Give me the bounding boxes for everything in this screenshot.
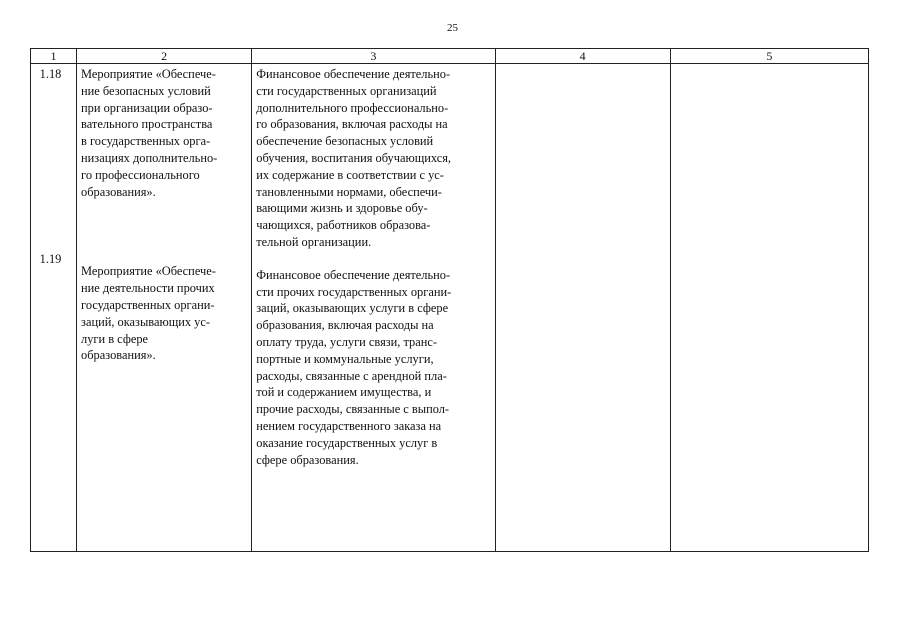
number-column-cell xyxy=(31,64,77,552)
page-number: 25 xyxy=(447,22,458,34)
activities-table xyxy=(30,48,869,552)
column-5-cell xyxy=(670,64,868,552)
activity-name-1-19: Мероприятие «Обеспече- ние деятельности прочих государственных органи- заций, оказывающих ус- луги в сфере образования». xyxy=(81,264,216,363)
table-header-row xyxy=(31,49,869,64)
row-number-1-19: 1.19 xyxy=(39,251,62,266)
activity-column-cell xyxy=(77,64,252,552)
description-column-cell xyxy=(252,64,495,552)
column-header-5: 5 xyxy=(670,49,868,64)
activity-name-1-18: Мероприятие «Обеспече- ние безопасных условий при организации образо- вательного пространства в государственных орга- низациях дополнительно- го профессионального образования». xyxy=(81,67,218,199)
activity-description-1-18: Финансовое обеспечение деятельно- сти государственных организаций дополнительного профессионально- го образования, включая расходы на обеспечение безопасных условий обучения, воспитания обучающихся, их содержание в соответствии с ус- тановленными нормами, обеспечи- вающими жизнь и здоровье обу- чающихся, работников образова- тельной организации. xyxy=(256,67,452,249)
column-header-4: 4 xyxy=(495,49,670,64)
row-number-1-18: 1.18 xyxy=(39,67,62,81)
column-4-value-1-18 xyxy=(496,64,670,66)
column-header-3: 3 xyxy=(252,49,495,64)
column-5-value-1-18 xyxy=(671,64,868,66)
column-4-cell xyxy=(495,64,670,552)
activity-description-1-19: Финансовое обеспечение деятельно- сти прочих государственных органи- заций, оказывающих услуги в сфере образования, включая расходы на оплату труда, услуги связи, транс- портные и коммунальные услуги, расходы, связанные с арендной пла- той и содержанием имущества, и прочие расходы, связанные с выпол- нением государственного заказа на оказание государственных услуг в сфере образования. xyxy=(256,267,452,467)
column-header-2: 2 xyxy=(77,49,252,64)
table-body-row xyxy=(31,64,869,552)
column-header-1: 1 xyxy=(31,49,77,64)
